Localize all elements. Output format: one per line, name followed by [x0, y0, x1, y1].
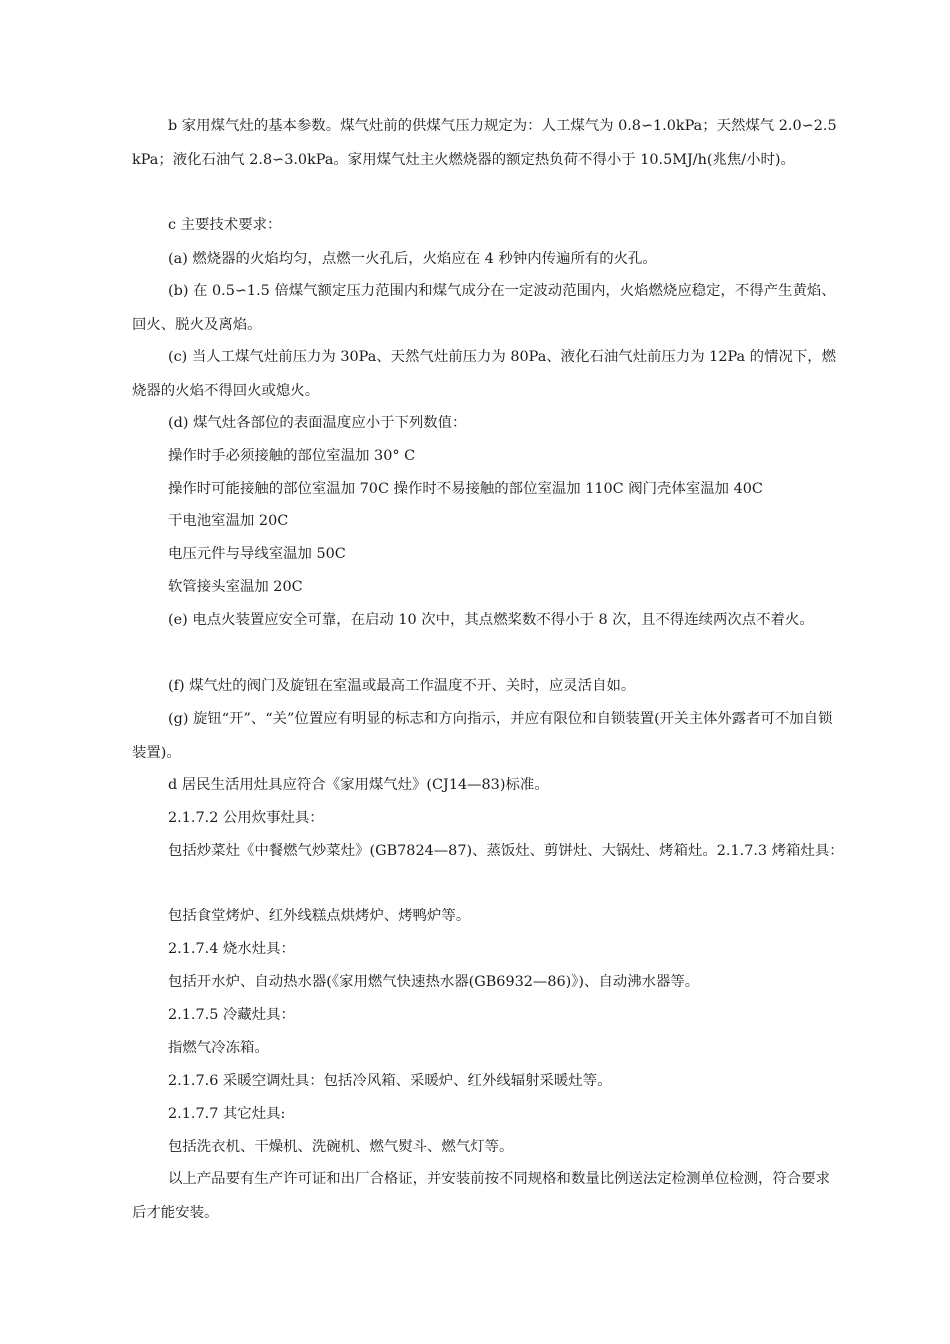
temp-line-battery: 干电池室温加 20C	[168, 513, 289, 529]
paragraph-item-d: (d) 煤气灶各部位的表面温度应小于下列数值：	[168, 415, 467, 431]
paragraph-item-f: (f) 煤气灶的阀门及旋钮在室温或最高工作温度不开、关时，应灵活自如。	[168, 678, 636, 694]
heading-2-1-7-4: 2.1.7.4 烧水灶具：	[168, 941, 295, 957]
heading-2-1-7-5: 2.1.7.5 冷藏灶具：	[168, 1007, 295, 1023]
temp-line-hose-joint: 软管接头室温加 20C	[168, 579, 303, 595]
heading-2-1-7-7: 2.1.7.7 其它灶具:	[168, 1106, 286, 1122]
paragraph-standard-d: d 居民生活用灶具应符合《家用煤气灶》(CJ14—83)标准。	[168, 777, 549, 793]
paragraph-freezer: 指燃气冷冻箱。	[168, 1040, 269, 1056]
paragraph-item-a: (a) 燃烧器的火焰均匀，点燃一火孔后，火焰应在 4 秒钟内传遍所有的火孔。	[168, 251, 657, 267]
paragraph-item-e: (e) 电点火装置应安全可靠，在启动 10 次中，其点燃桨数不得小于 8 次，且不得连续两次点不着火。	[168, 612, 814, 628]
temp-line-hand-contact: 操作时手必须接触的部位室温加 30° C	[168, 448, 416, 464]
temp-line-possible-contact: 操作时可能接触的部位室温加 70C 操作时不易接触的部位室温加 110C 阀门壳体室温加 40C	[168, 481, 763, 497]
heading-2-1-7-2: 2.1.7.2 公用炊事灶具：	[168, 810, 324, 826]
paragraph-other-appliances: 包括洗衣机、干燥机、洗碗机、燃气熨斗、燃气灯等。	[168, 1139, 514, 1155]
paragraph-oven-items: 包括食堂烤炉、红外线糕点烘烤炉、烤鸭炉等。	[168, 908, 471, 924]
paragraph-license-requirement: 以上产品要有生产许可证和出厂合格证，并安装前按不同规格和数量比例送法定检测单位检测，符合要求后才能安装。	[132, 1171, 830, 1221]
paragraph-basic-parameters: b 家用煤气灶的基本参数。煤气灶前的供煤气压力规定为：人工煤气为 0.8∽1.0kPa；天然煤气 2.0∽2.5kPa；液化石油气 2.8∽3.0kPa。家用煤气灶主火燃烧器的额定热负荷不得小于 10.5MJ/h(兆焦/小时)。	[132, 118, 837, 168]
paragraph-public-cooking: 包括炒菜灶《中餐燃气炒菜灶》(GB7824—87)、蒸饭灶、剪饼灶、大锅灶、烤箱灶。2.1.7.3 烤箱灶具：	[168, 843, 844, 859]
heading-2-1-7-6: 2.1.7.6 采暖空调灶具：包括冷风箱、采暖炉、红外线辐射采暖灶等。	[168, 1073, 612, 1089]
paragraph-item-g: (g) 旋钮“开”、“关”位置应有明显的标志和方向指示，并应有限位和自锁装置(开关主体外露者可不加自锁装置)。	[132, 711, 833, 761]
paragraph-tech-requirements-heading: c 主要技术要求：	[168, 217, 282, 233]
paragraph-item-b: (b) 在 0.5∽1.5 倍煤气额定压力范围内和煤气成分在一定波动范围内，火焰燃烧应稳定，不得产生黄焰、回火、脱火及离焰。	[132, 283, 836, 333]
temp-line-voltage-element: 电压元件与导线室温加 50C	[168, 546, 346, 562]
paragraph-water-heaters: 包括开水炉、自动热水器(《家用燃气快速热水器(GB6932—86)》)、自动沸水器等。	[168, 974, 700, 990]
paragraph-item-c: (c) 当人工煤气灶前压力为 30Pa、天然气灶前压力为 80Pa、液化石油气灶前压力为 12Pa 的情况下，燃烧器的火焰不得回火或熄火。	[132, 349, 837, 399]
